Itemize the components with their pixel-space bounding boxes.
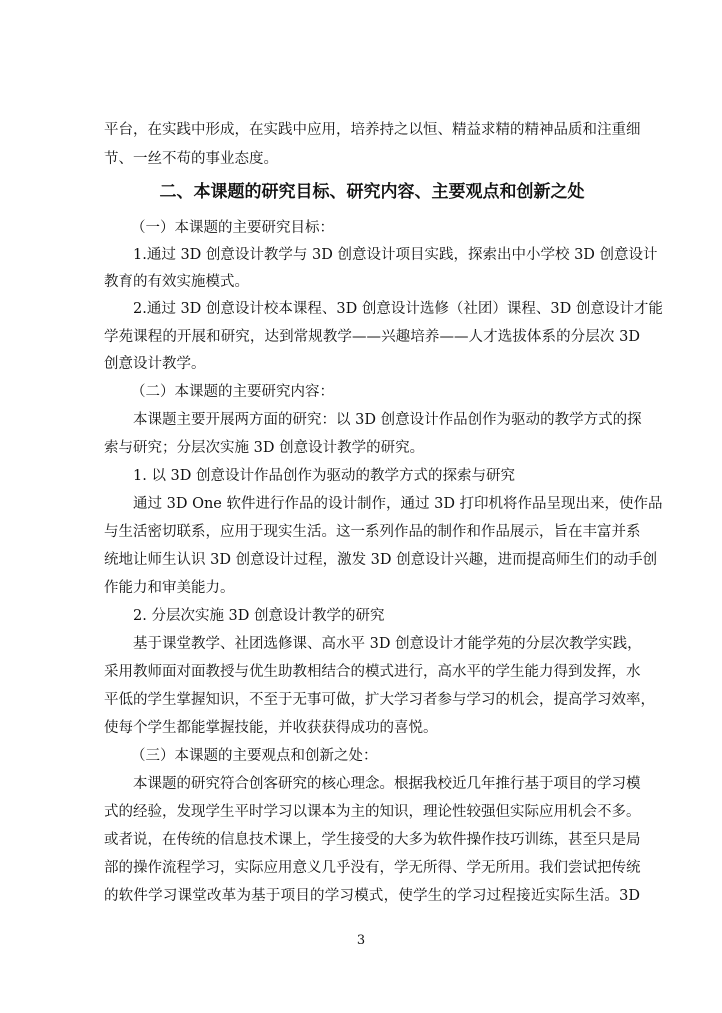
paragraph-line: 索与研究；分层次实施 3D 创意设计教学的研究。 — [104, 440, 425, 456]
paragraph-line: 基于课堂教学、社团选修课、高水平 3D 创意设计才能学苑的分层次教学实践， — [133, 636, 642, 652]
section-heading: 二、本课题的研究目标、研究内容、主要观点和创新之处 — [159, 182, 585, 202]
paragraph-line: 2.通过 3D 创意设计校本课程、3D 创意设计选修（社团）课程、3D 创意设计才能 — [133, 301, 663, 317]
paragraph-line: 采用教师面对面教授与优生助教相结合的模式进行，高水平的学生能力得到发挥，水 — [104, 664, 641, 680]
paragraph-line: 式的经验，发现学生平时学习以课本为主的知识，理论性较强但实际应用机会不多。 — [104, 804, 641, 820]
paragraph-line: 创意设计教学。 — [104, 356, 206, 372]
paragraph-line: 作能力和审美能力。 — [104, 580, 235, 596]
paragraph-line: 学苑课程的开展和研究，达到常规教学——兴趣培养——人才选拔体系的分层次 3D — [104, 329, 640, 345]
subsection-heading: （三）本课题的主要观点和创新之处： — [131, 748, 378, 764]
paragraph-line: 平台，在实践中形成，在实践中应用，培养持之以恒、精益求精的精神品质和注重细 — [104, 122, 641, 138]
paragraph-line: 的软件学习课堂改革为基于项目的学习模式，使学生的学习过程接近实际生活。3D — [104, 888, 640, 904]
paragraph-line: 部的操作流程学习，实际应用意义几乎没有，学无所得、学无所用。我们尝试把传统 — [104, 860, 641, 876]
paragraph-line: 平低的学生掌握知识，不至于无事可做，扩大学习者参与学习的机会，提高学习效率， — [104, 692, 655, 708]
paragraph-line: 节、一丝不苟的事业态度。 — [104, 151, 278, 167]
subsection-heading: （二）本课题的主要研究内容： — [131, 384, 334, 400]
paragraph-line: 通过 3D One 软件进行作品的设计制作，通过 3D 打印机将作品呈现出来，使作品 — [133, 496, 663, 512]
paragraph-line: 使每个学生都能掌握技能，并收获获得成功的喜悦。 — [104, 720, 438, 736]
item-heading: 1. 以 3D 创意设计作品创作为驱动的教学方式的探索与研究 — [133, 468, 516, 484]
paragraph-line: 1.通过 3D 创意设计教学与 3D 创意设计项目实践，探索出中小学校 3D 创意设计 — [133, 247, 658, 263]
paragraph-line: 与生活密切联系，应用于现实生活。这一系列作品的制作和作品展示，旨在丰富并系 — [104, 524, 641, 540]
paragraph-line: 统地让师生认识 3D 创意设计过程，激发 3D 创意设计兴趣，进而提高师生们的动手创 — [104, 552, 658, 568]
paragraph-line: 本课题主要开展两方面的研究：以 3D 创意设计作品创作为驱动的教学方式的探 — [133, 412, 642, 428]
page-number: 3 — [356, 933, 366, 948]
paragraph-line: 本课题的研究符合创客研究的核心理念。根据我校近几年推行基于项目的学习模 — [133, 776, 641, 792]
subsection-heading: （一）本课题的主要研究目标： — [131, 220, 334, 236]
item-heading: 2. 分层次实施 3D 创意设计教学的研究 — [133, 608, 385, 624]
paragraph-line: 或者说，在传统的信息技术课上，学生接受的大多为软件操作技巧训练，甚至只是局 — [104, 832, 641, 848]
paragraph-line: 教育的有效实施模式。 — [104, 274, 249, 290]
